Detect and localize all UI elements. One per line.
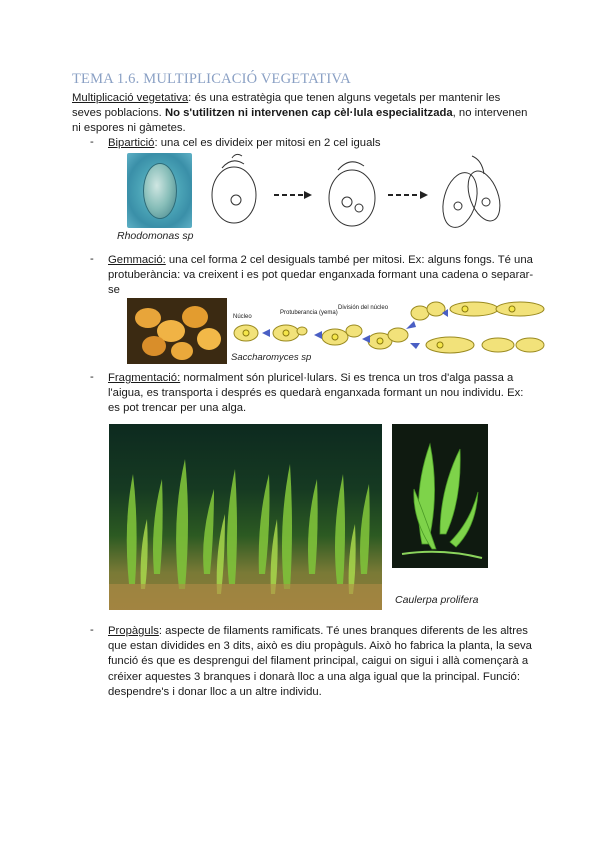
item-propàguls: [108, 624, 536, 700]
caulerpa-caption: Caulerpa prolifera: [395, 594, 479, 606]
intro-bold: No s'utilitzen ni intervenen cap cèl·lula especialitzada: [164, 107, 453, 120]
item-text: una cel forma 2 cel desiguals també per mitosi. Ex: alguns fongs. Té una protuberància: va creixent i es pot quedar enganxada formant una cadena o separar-se: [108, 254, 534, 297]
bullet-dash: -: [90, 624, 94, 636]
intro-text-2: , no intervenen ni espores ni gàmetes.: [72, 107, 528, 135]
bullet-dash: -: [90, 136, 94, 148]
arrowhead-2: [420, 191, 428, 199]
item-text: : una cel es divideix per mitosi en 2 cel iguals: [154, 137, 381, 149]
bullet-dash: -: [90, 371, 94, 383]
rhodomonas-caption: Rhodomonas sp: [117, 230, 194, 242]
item-term: Gemmació:: [108, 254, 166, 266]
intro-text-1: : és una estratègia que tenen alguns vegetals per mantenir les seves poblacions.: [72, 92, 501, 120]
item-term: Bipartició: [108, 137, 155, 149]
cell-stage-2: [329, 162, 375, 226]
label-protuberancia: Protuberancia (yema): [280, 310, 338, 316]
cell-stage-1: [212, 154, 256, 223]
caulerpa-photo: [392, 424, 488, 568]
page-title: TEMA 1.6. MULTIPLICACIÓ VEGETATIVA: [72, 71, 351, 87]
intro-paragraph: [72, 91, 532, 137]
item-bipartició: [108, 136, 538, 151]
item-fragmentació: [108, 371, 538, 417]
cell-stage-3: [437, 156, 506, 231]
item-text: normalment són pluricel·lulars. Si es trenca un tros d'alga passa a l'aigua, es transporta i després es quedarà enganxada formant un nou individu. Ex: es pot trencar per una alga.: [108, 372, 524, 415]
intro-term: Multiplicació vegetativa: [72, 92, 189, 104]
item-term: Fragmentació:: [108, 372, 181, 384]
seagrass-photo: [109, 424, 382, 610]
label-division: División del núcleo: [338, 305, 389, 311]
item-term: Propàguls: [108, 625, 159, 637]
item-text: : aspecte de filaments ramificats. Té unes branques diferents de les altres que estan dividides en 3 dits, això es diu propàguls. Això ho fabrica la planta, la seva funció és que es desprengui del filament principal, caigui on sigui i allà començarà a créixer aquestes 3 branques i donarà lloc a una alga igual que la principal. Funció: despendre's i donar lloc a un altre individu.: [108, 625, 532, 698]
yeast-photo: [127, 298, 227, 364]
arrowhead-1: [304, 191, 312, 199]
bipartition-diagram: [202, 150, 522, 235]
saccharomyces-caption: Saccharomyces sp: [231, 352, 312, 363]
item-gemmació: [108, 253, 538, 299]
bullet-dash: -: [90, 253, 94, 265]
rhodomonas-photo: [127, 153, 192, 228]
label-nucleo: Núcleo: [233, 314, 252, 320]
